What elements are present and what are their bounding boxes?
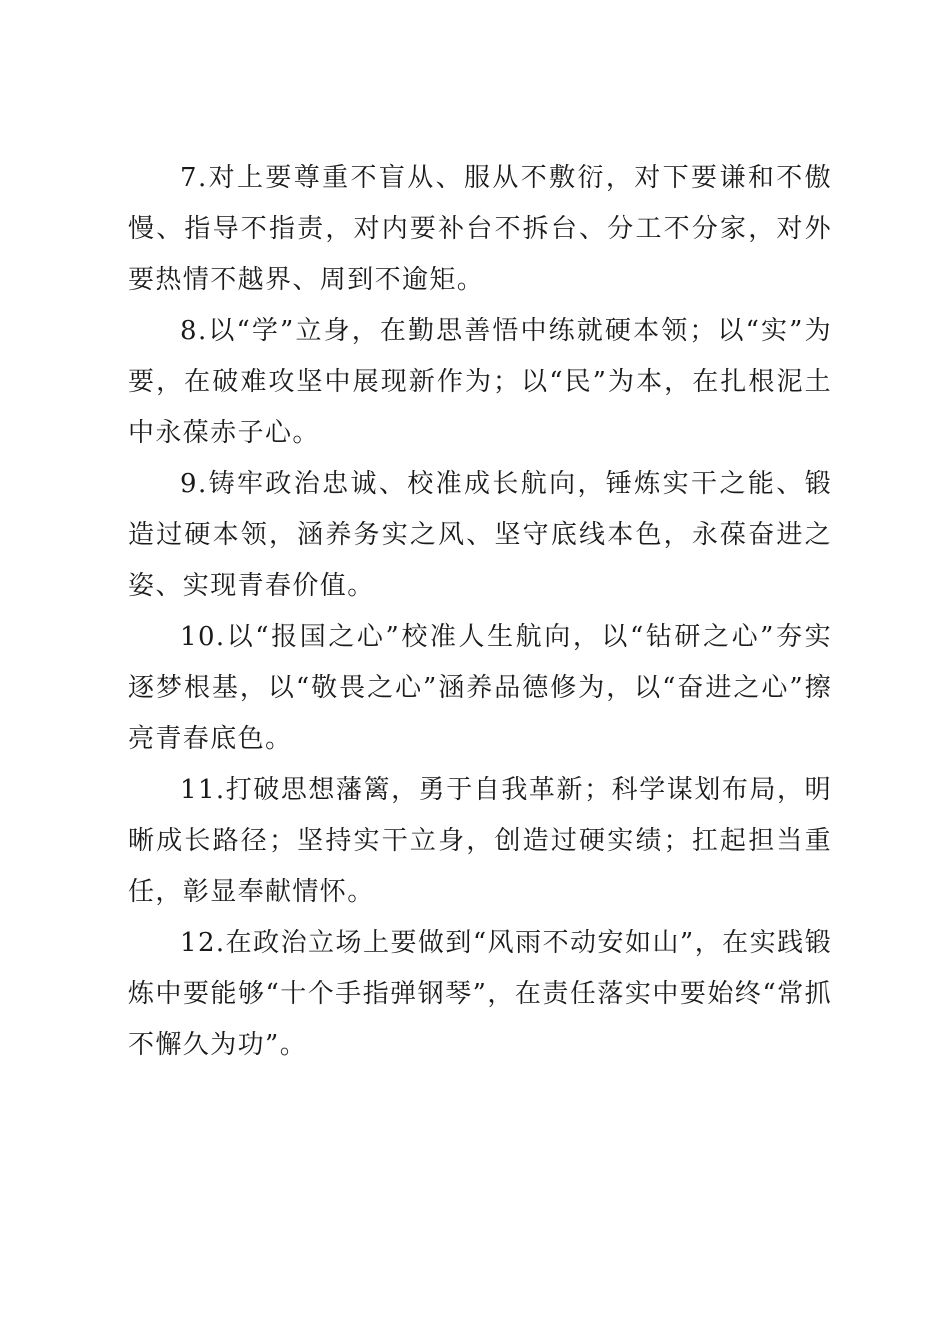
paragraph-7: 7.对上要尊重不盲从、服从不敷衍，对下要谦和不傲慢、指导不指责，对内要补台不拆台、分工不分家，对外要热情不越界、周到不逾矩。 (128, 163, 832, 295)
paragraph-12: 12.在政治立场上要做到“风雨不动安如山”，在实践锻炼中要能够“十个手指弹钢琴”，在责任落实中要始终“常抓不懈久为功”。 (128, 928, 832, 1060)
paragraph-9: 9.铸牢政治忠诚、校准成长航向，锤炼实干之能、锻造过硬本领，涵养务实之风、坚守底线本色，永葆奋进之姿、实现青春价值。 (128, 469, 832, 601)
document-body (128, 153, 832, 1071)
paragraph-8: 8.以“学”立身，在勤思善悟中练就硬本领；以“实”为要，在破难攻坚中展现新作为；以“民”为本，在扎根泥土中永葆赤子心。 (128, 316, 832, 448)
paragraph-10: 10.以“报国之心”校准人生航向，以“钻研之心”夯实逐梦根基，以“敬畏之心”涵养品德修为，以“奋进之心”擦亮青春底色。 (128, 622, 832, 754)
paragraph-11: 11.打破思想藩篱，勇于自我革新；科学谋划布局，明晰成长路径；坚持实干立身，创造过硬实绩；扛起担当重任，彰显奉献情怀。 (128, 775, 832, 907)
